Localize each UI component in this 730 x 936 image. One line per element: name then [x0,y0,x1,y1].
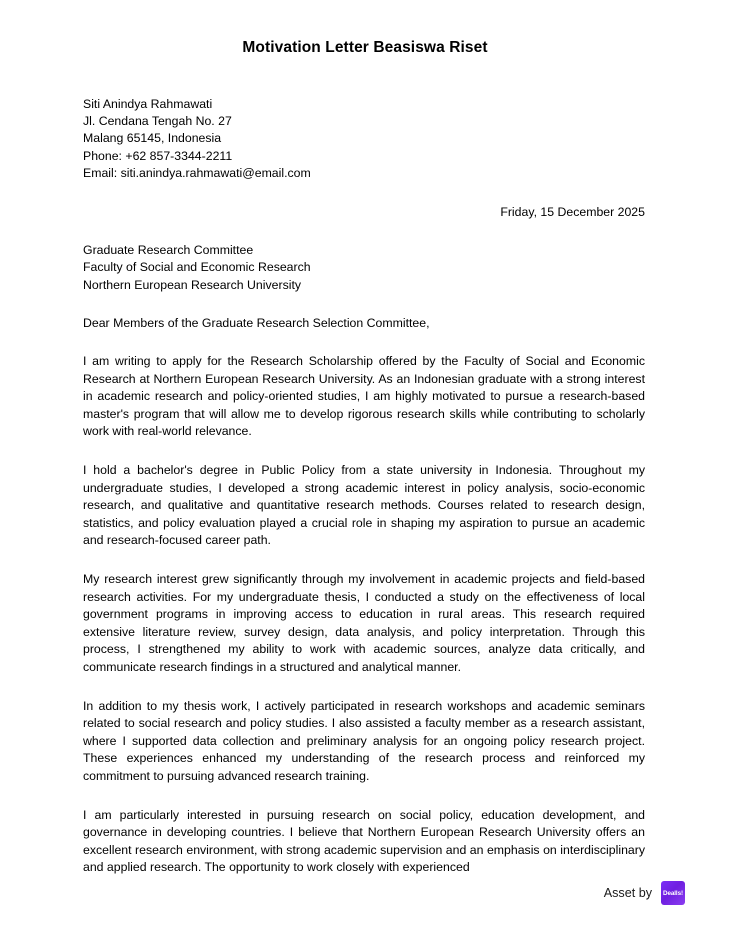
dealls-brand-logo[interactable] [661,881,685,905]
letter-date: Friday, 15 December 2025 [500,205,645,220]
letter-paragraph-1: I am writing to apply for the Research Scholarship offered by the Faculty of Social and Economic Research at Northern European Research University. As an Indonesian graduate with a strong interest in academic research and policy-oriented studies, I am highly motivated to pursue a research-based master's program that will allow me to develop rigorous research skills while contributing to scholarly work with real-world relevance. [83,354,645,439]
sender-address-block [83,96,645,182]
letter-paragraph-3: My research interest grew significantly through my involvement in academic projects and field-based research activities. For my undergraduate thesis, I conducted a study on the effectiveness of local government programs in improving access to education in rural areas. This research required extensive literature review, survey design, data analysis, and policy interpretation. Through this process, I strengthened my ability to work with academic sources, analyze data critically, and communicate research findings in a structured and analytical manner. [83,571,645,674]
letter-body [83,96,645,889]
page-title: Motivation Letter Beasiswa Riset [242,39,488,56]
letter-paragraph-5: I am particularly interested in pursuing research on social policy, education development, and governance in developing countries. I believe that Northern European Research University offers an excellent research environment, with strong academic supervision and an emphasis on interdisciplinary and applied research. The opportunity to work closely with experienced [83,807,645,875]
footer-label: Asset by [603,886,652,900]
sender-phone: Phone: +62 857-3344-2211 [83,148,233,163]
recipient-faculty: Faculty of Social and Economic Research [83,260,311,275]
sender-name: Siti Anindya Rahmawati [83,97,213,111]
sender-city: Malang 65145, Indonesia [83,131,222,146]
sender-street: Jl. Cendana Tengah No. 27 [83,114,232,129]
letter-paragraph-2: I hold a bachelor's degree in Public Policy from a state university in Indonesia. Throughout my undergraduate studies, I developed a strong academic interest in policy analysis, socio-economic research, and qualitative and quantitative research methods. Courses related to research design, statistics, and policy evaluation played a crucial role in shaping my aspiration to pursue an academic and research-focused career path. [83,463,645,548]
footer-attribution [0,881,730,905]
letter-salutation: Dear Members of the Graduate Research Selection Committee, [83,315,430,330]
recipient-committee: Graduate Research Committee [83,243,254,258]
recipient-university: Northern European Research University [83,277,302,292]
recipient-address-block [83,242,645,294]
sender-email: Email: siti.anindya.rahmawati@email.com [83,165,311,180]
letter-paragraph-4: In addition to my thesis work, I actively participated in research workshops and academic seminars related to social research and policy studies. I also assisted a faculty member as a research assistant, where I supported data collection and preliminary analysis for an ongoing policy research project. These experiences enhanced my understanding of the research process and reinforced my commitment to pursuing advanced research training. [83,698,645,783]
dealls-brand-label: Dealls! [663,889,683,897]
